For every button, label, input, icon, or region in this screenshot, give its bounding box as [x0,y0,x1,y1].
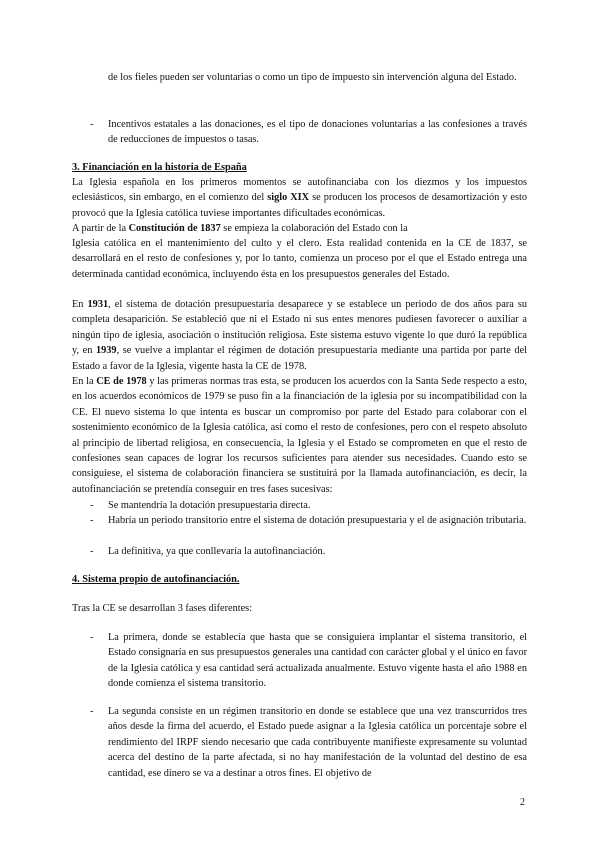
list-item [72,498,527,513]
section-3-heading: 3. Financiación en la historia de España [72,162,247,173]
section-4-heading: 4. Sistema propio de autofinanciación. [72,574,240,585]
list-item [72,513,527,528]
list-item-text: La segunda consiste en un régimen transitorio en donde se establece que una vez transcurridos tres años desde la firma del acuerdo, el Estado puede asignar a la Iglesia católica un porcentaje sobre el rendimiento del IRPF siendo necesario que cada contribuyente manifieste expresamente su voluntad acerca del destino de la parte afectada, si no hay manifestación de la voluntad del destino de esa cantidad, ese dinero se va a destinar a otros fines. El objetivo de [108,706,527,779]
list-dash: - [90,546,94,557]
section-4-intro: Tras la CE se desarrollan 3 fases diferentes: [72,603,253,614]
text-span: y las primeras normas tras esta, se producen los acuerdos con la Santa Sede respecto a esto, en los acuerdos económicos de 1979 se puso fin a la financiación de la iglesia por su incompatibilidad con la CE. El nuevo sistema lo que intenta es buscar un compromiso por parte del Estado para colaborar con el sostenimiento económico de la Iglesia católica, así como el resto de confesiones, pero con el respeto absoluto al principio de libertad religiosa, en consecuencia, la Iglesia y el Estado se comprometen en que el resto de confesiones sean capaces de lograr los recursos suficientes para atender sus necesidades. Cuando esto se consiguiese, el sistema de colaboración financiera se sustituirá por la llamada autofinanciación, es decir, la autofinanciación se pretendía conseguir en tres fases sucesivas: [72,376,527,495]
bold-span: 1939 [95,345,117,357]
list-item [72,630,527,692]
text-span: En la [72,376,97,387]
bold-span: Constitución de 1837 [128,223,221,234]
list-item-text: Habría un periodo transitorio entre el sistema de dotación presupuestaria y el de asignación tributaria. [108,515,527,526]
text-span: , el sistema de dotación presupuestaria desaparece y se establece un periodo de dos años para su completa desaparición. Se estableció que ni el Estado ni sus entes menores pudiesen favorecer o auxiliar a ningún tipo de iglesia, asociación o institución religiosa. Este sistema estuvo vigente lo que duró la república y, en [72,299,527,357]
text-span: En [72,299,88,310]
list-item-text: La primera, donde se establecía que hasta que se consiguiera implantar el sistema transitorio, el Estado consignaría en sus presupuestos generales una cantidad con carácter global y el único en favor de la Iglesia católica y esa cantidad será actualizada anualmente. Estuvo vigente hasta el año 1988 en donde comienza el sistema transitorio. [108,632,527,690]
list-item-text: Incentivos estatales a las donaciones, es el tipo de donaciones voluntarias a las confesiones a través de reducciones de impuestos o tasas. [108,119,527,146]
bold-span: CE de 1978 [96,376,147,387]
list-item-text: La definitiva, ya que conllevaría la autofinanciación. [108,546,326,557]
list-item [72,704,527,781]
list-dash: - [90,500,94,511]
list-item-text: Se mantendría la dotación presupuestaria directa. [108,500,311,511]
text-span: , se vuelve a implantar el régimen de dotación presupuestaria mediante una partida por parte del Estado a favor de la Iglesia, vigente hasta la CE de 1978. [72,345,527,372]
list-dash: - [90,706,94,717]
text-span: se producen los procesos de desamortización y esto provocó que la Iglesia católica tuviese importantes dificultades económicas. [72,192,527,219]
section-3-paragraph-2 [72,221,527,236]
text-span: se empieza la colaboración del Estado con la [220,223,408,234]
section-3-paragraph-3: Iglesia católica en el mantenimiento del culto y el clero. Esta realidad contenida en la CE de 1837, se desarrollará en el resto de confesiones y, por lo tanto, comienza un proceso por el que el Estado entrega una determinada cantidad económica, incluyendo ésta en los presupuestos generales del Estado. [72,238,527,280]
page-number: 2 [520,797,525,808]
continuation-paragraph: de los fieles pueden ser voluntarias o como un tipo de impuesto sin intervención alguna del Estado. [108,72,517,83]
text-span: La Iglesia española en los primeros momentos se autofinanciaba con los diezmos y los impuestos eclesiásticos, sin embargo, en el comienzo del [72,177,527,204]
section-3-paragraph-4 [72,297,527,374]
list-dash: - [90,515,94,526]
text-span: A partir de la [72,223,129,234]
list-item [72,544,527,559]
list-item [72,117,527,148]
bold-span: siglo XIX [267,192,310,204]
list-dash: - [90,632,94,643]
section-3-paragraph-5 [72,374,527,497]
section-3-paragraph-1 [72,175,527,221]
bold-span: 1931 [87,299,109,310]
list-dash: - [90,119,94,130]
